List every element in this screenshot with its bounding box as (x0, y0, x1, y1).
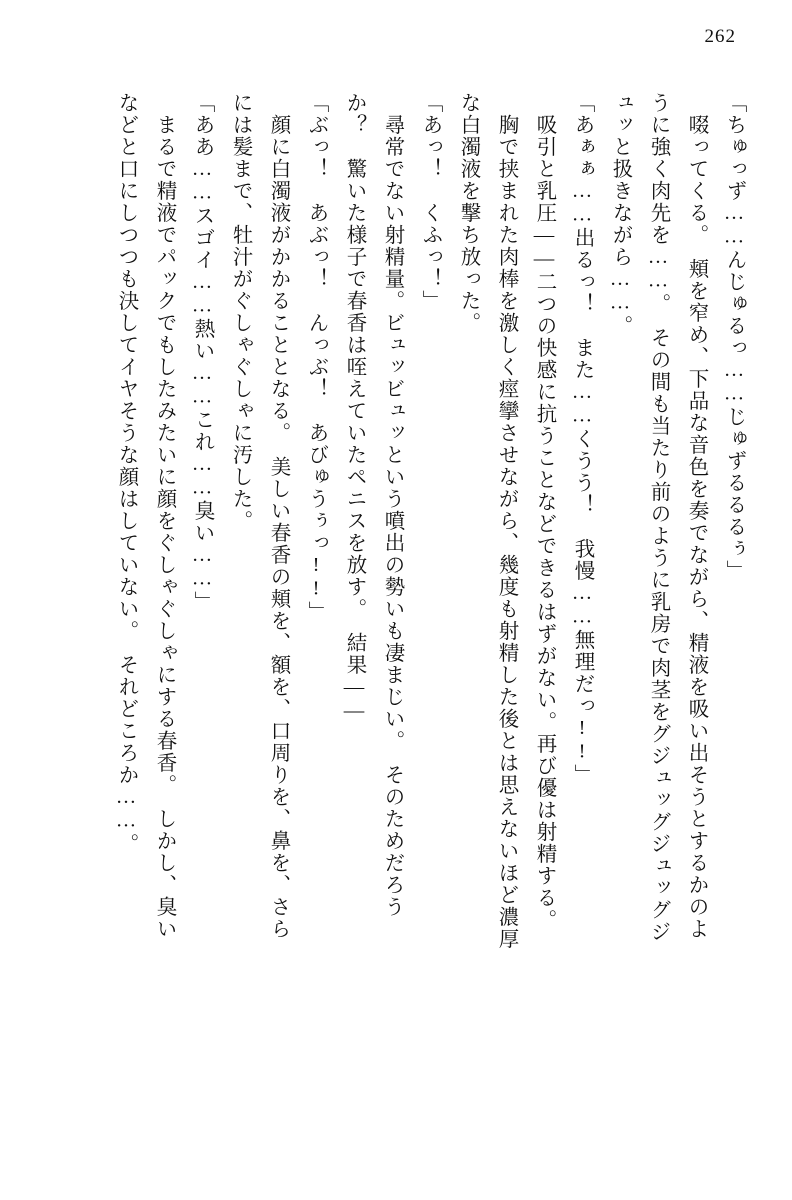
text-line: 尋常でない射精量。ビュッビュッという噴出の勢いも凄まじい。 そのためだろう (381, 92, 403, 918)
text-line: うに強く肉先を……。 その間も当たり前のように乳房で肉茎をグジュッグジュッグジ (647, 92, 669, 943)
text-line: 吸引と乳圧——二つの快感に抗うことなどできるはずがない。再び優は射精する。 (533, 92, 555, 931)
text-line: 「ちゅっず……んじゅるっ……じゅずるるるぅ」 (723, 92, 745, 582)
text-line: か？ 驚いた様子で春香は咥えていたペニスを放す。 結果—— (343, 92, 365, 723)
text-line: ュッと扱きながら……。 (609, 92, 631, 337)
text-line: 顔に白濁液がかかることとなる。 美しい春香の頬を、額を、口周りを、鼻を、さら (267, 92, 289, 940)
text-line: には髪まで、牡汁がぐしゃぐしゃに汚した。 (229, 92, 251, 532)
text-line: 「ぶっ！ あぶっ！ んっぶ！ あびゅうぅっ!!」 (305, 92, 327, 623)
text-line: 啜ってくる。 頬を窄め、下品な音色を奏でながら、精液を吸い出そうとするかのよ (685, 92, 707, 940)
text-line: などと口にしつつも決してイヤそうな顔はしていない。 それどころか……。 (115, 92, 137, 855)
text-line: 胸で挟まれた肉棒を激しく痙攣させながら、幾度も射精した後とは思えないほど濃厚 (495, 92, 517, 950)
text-line: 「あぁぁ……出るっ！ また……くうう！ 我慢……無理だっ!!」 (571, 92, 593, 786)
page-number: 262 (704, 26, 736, 47)
body-text (48, 92, 744, 1140)
text-line: まるで精液でパックでもしたみたいに顔をぐしゃぐしゃにする春香。 しかし、臭い (153, 92, 175, 940)
text-line: な白濁液を撃ち放った。 (457, 92, 479, 334)
text-line: 「あっ！ くふっ！」 (419, 92, 441, 312)
text-line: 「ああ……スゴイ……熱い……これ……臭い……」 (191, 92, 213, 613)
